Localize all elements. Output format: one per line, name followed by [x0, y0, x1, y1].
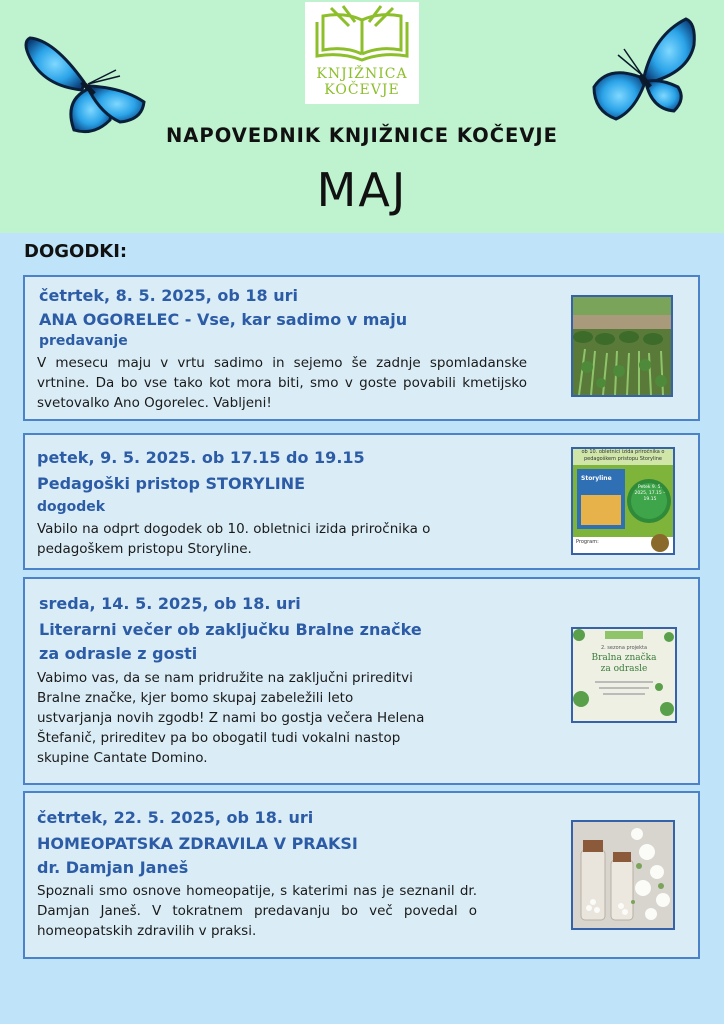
event-type: dogodek — [37, 499, 106, 515]
event-description: Vabimo vas, da se nam pridružite na zaključni prireditvi Bralne značke, kjer bomo skupaj zabeležili leto ustvarjanja novih zgodb! Z nami bo gostja večera Helena Štefanič, prireditev pa bo obogatil tudi vokalni nastop skupine Cantate Domino. — [37, 670, 425, 766]
event-description: V mesecu maju v vrtu sadimo in sejemo še zadnje spomladanske vrtnine. Da bo vse tako kot mora biti, smo v goste povabili kmetijsko svetovalko Ano Ogorelec. Vabljeni! — [37, 355, 527, 411]
event-type: predavanje — [39, 333, 128, 349]
book-logo-icon — [305, 2, 419, 64]
storyline-flyer — [571, 447, 675, 555]
garden-photo — [571, 295, 673, 397]
event-card-1 — [23, 275, 700, 421]
month-title: MAJ — [316, 163, 408, 217]
logo-text-line1: KNJIŽNICA — [316, 66, 408, 82]
flyer-title-line2: za odrasle — [600, 664, 648, 674]
newsletter-subtitle: NAPOVEDNIK KNJIŽNICE KOČEVJE — [165, 124, 559, 147]
event-title: ANA OGORELEC - Vse, kar sadimo v maju — [39, 310, 408, 329]
event-date: četrtek, 22. 5. 2025, ob 18. uri — [37, 808, 314, 827]
flyer-program: Program: — [576, 539, 599, 545]
event-date: petek, 9. 5. 2025. ob 17.15 do 19.15 — [37, 448, 365, 467]
flyer-line — [603, 693, 645, 695]
logo-text-line2: KOČEVJE — [324, 82, 400, 98]
event-date: četrtek, 8. 5. 2025, ob 18 uri — [39, 286, 299, 305]
flyer-line — [595, 681, 653, 683]
flyer-title-line1: Bralna značka — [591, 653, 657, 663]
event-title-line1: Literarni večer ob zaključku Bralne značke — [39, 620, 422, 639]
flyer-header: ob 10. obletnici izida priročnika o pedagoškem pristopu Storyline — [573, 449, 673, 465]
event-card-3 — [23, 577, 700, 785]
event-date: sreda, 14. 5. 2025, ob 18. uri — [39, 594, 301, 613]
flyer-badge: Storyline — [581, 475, 612, 482]
event-card-2 — [23, 433, 700, 570]
flyer-date: Petek 9. 5. 2025, 17.15 – 19.15 — [634, 485, 666, 502]
flyer-project: 2. sezona projekta — [600, 645, 648, 651]
library-logo — [305, 2, 419, 104]
event-description: Vabilo na odprt dogodek ob 10. obletnici izida priročnika o pedagoškem pristopu Storyline. — [37, 521, 431, 557]
event-title: HOMEOPATSKA ZDRAVILA V PRAKSI — [37, 834, 358, 853]
event-description: Spoznali smo osnove homeopatije, s katerimi nas je seznanil dr. Damjan Janeš. V tokratnem predavanju bo več povedal o homeopatskih zdravilih v praksi. — [37, 883, 477, 939]
header-banner — [0, 0, 724, 233]
reading-badge-flyer — [571, 627, 677, 723]
flyer-logo-icon — [649, 533, 671, 553]
events-heading: DOGODKI: — [24, 241, 128, 262]
homeopathy-photo — [571, 820, 675, 930]
event-title-line2: za odrasle z gosti — [39, 644, 198, 663]
butterfly-right-icon — [588, 15, 700, 127]
flyer-line — [599, 687, 649, 689]
butterfly-left-icon — [24, 30, 148, 138]
event-card-4 — [23, 791, 700, 959]
event-speaker: dr. Damjan Janeš — [37, 858, 189, 877]
event-title: Pedagoški pristop STORYLINE — [37, 474, 306, 493]
